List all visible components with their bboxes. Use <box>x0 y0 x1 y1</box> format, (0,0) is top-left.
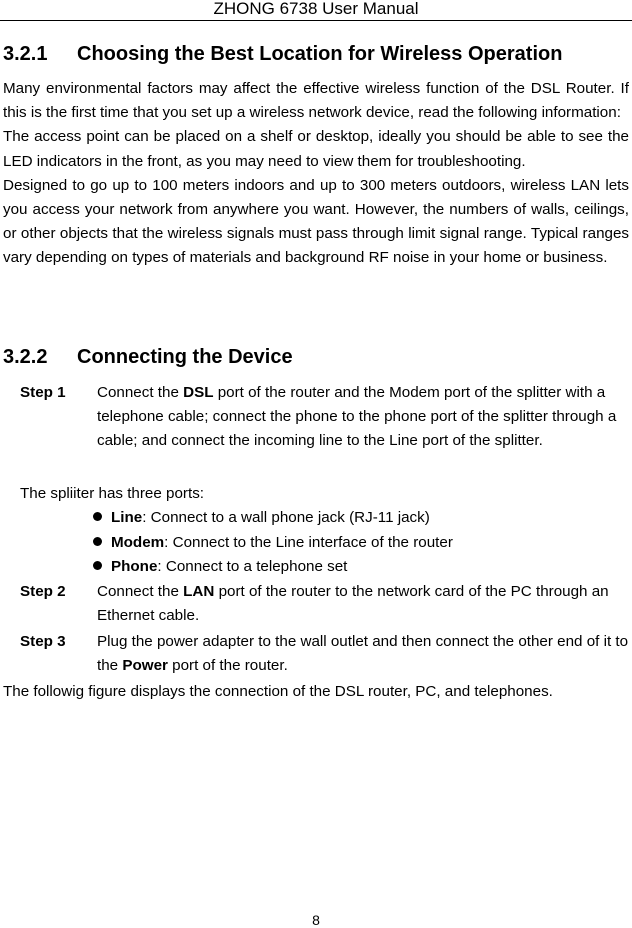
step-3 <box>20 630 630 678</box>
page-number: 8 <box>312 912 320 928</box>
step-text-part: port of the router. <box>167 657 288 675</box>
step-2 <box>20 580 630 628</box>
step-label: Step 3 <box>20 633 66 650</box>
step-text <box>97 381 630 454</box>
manual-title: ZHONG 6738 User Manual <box>213 0 419 18</box>
port-name: Power <box>122 657 168 675</box>
step-text <box>97 630 630 678</box>
step-1 <box>20 381 630 454</box>
step-text-part: Connect the <box>97 384 184 401</box>
port-desc: : Connect to a telephone set <box>157 558 348 575</box>
page-header <box>0 0 632 21</box>
bullet-dot-icon <box>93 512 102 521</box>
paragraph: Designed to go up to 100 meters indoors and up to 300 meters outdoors, wireless LAN lets you access your network from anywhere you want. However, the numbers of walls, ceilings, or other objects that the wireless signals must pass through limit signal range. Typical ranges vary depending on types of materials and background RF noise in your home or business. <box>3 176 629 267</box>
port-name: LAN <box>183 583 215 600</box>
section-heading-3-2-2 <box>3 346 293 369</box>
step-text-part: port of the router and the Modem port of the splitter with a telephone cable; connect the phone to the phone port of the splitter through a cable; and connect the incoming line to the Line port of the splitter. <box>97 384 617 450</box>
port-name: Modem <box>111 534 165 551</box>
paragraph: Many environmental factors may affect the effective wireless function of the DSL Router. If this is the first time that you set up a wireless network device, read the following information: <box>3 80 629 122</box>
port-name: DSL <box>183 384 214 401</box>
step-text-part: Connect the <box>97 583 184 600</box>
section-number: 3.2.1 <box>3 43 48 65</box>
section-3-2-1-body <box>3 77 629 271</box>
splitter-intro: The spliiter has three ports: <box>20 485 205 502</box>
step-text <box>97 580 630 628</box>
bullet-item-line <box>93 506 430 530</box>
step-label: Step 1 <box>20 384 66 401</box>
section-title: Choosing the Best Location for Wireless Operation <box>77 43 563 65</box>
bullet-item-modem <box>93 531 453 555</box>
port-name: Phone <box>111 558 158 575</box>
port-desc: : Connect to the Line interface of the router <box>164 534 453 551</box>
step-text-part: Plug the power adapter to the wall outlet and then connect the other end of it to the <box>97 633 629 675</box>
closing-sentence: The followig figure displays the connection of the DSL router, PC, and telephones. <box>3 683 553 700</box>
step-label: Step 2 <box>20 583 66 600</box>
section-heading-3-2-1 <box>3 43 562 66</box>
paragraph: The access point can be placed on a shelf or desktop, ideally you should be able to see the LED indicators in the front, as you may need to view them for troubleshooting. <box>3 128 629 170</box>
bullet-item-phone <box>93 555 347 579</box>
bullet-dot-icon <box>93 537 102 546</box>
section-number: 3.2.2 <box>3 346 48 368</box>
section-title: Connecting the Device <box>77 346 293 368</box>
bullet-dot-icon <box>93 561 102 570</box>
step-text-part: port of the router to the network card of the PC through an Ethernet cable. <box>97 583 609 625</box>
port-desc: : Connect to a wall phone jack (RJ-11 jack) <box>142 509 430 526</box>
port-name: Line <box>111 509 143 526</box>
